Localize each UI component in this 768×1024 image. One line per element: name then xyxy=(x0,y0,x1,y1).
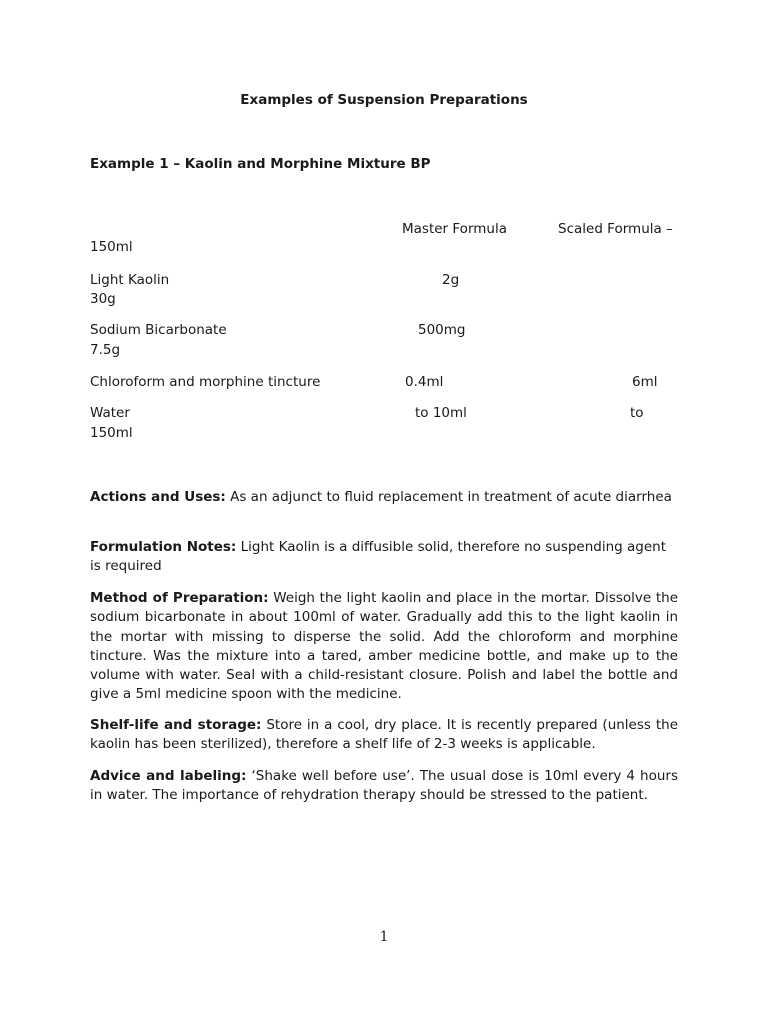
scaled-quantity: 6ml xyxy=(632,374,658,390)
document-title: Examples of Suspension Preparations xyxy=(240,92,528,108)
ingredient-name: Light Kaolin xyxy=(90,272,170,288)
shelf-life-paragraph xyxy=(90,716,678,755)
formulation-notes-label: Formulation Notes: xyxy=(90,539,237,555)
formulation-notes-paragraph xyxy=(90,538,678,577)
advice-and-labeling-label: Advice and labeling: xyxy=(90,768,247,784)
scaled-formula-header: Scaled Formula – xyxy=(558,221,673,237)
master-quantity: 2g xyxy=(442,272,460,288)
actions-and-uses-label: Actions and Uses: xyxy=(90,489,226,505)
method-of-preparation-label: Method of Preparation: xyxy=(90,590,269,606)
page-number: 1 xyxy=(379,929,389,945)
master-quantity: 500mg xyxy=(418,322,466,338)
actions-and-uses-paragraph xyxy=(90,488,678,507)
shelf-life-text: Store in a cool, dry place. It is recently prepared (unless the kaolin has been sterilized), therefore a shelf life of 2-3 weeks is applicable. xyxy=(90,717,678,753)
actions-and-uses-text: As an adjunct to fluid replacement in treatment of acute diarrhea xyxy=(225,489,672,505)
scaled-quantity-prefix: to xyxy=(630,405,644,421)
master-quantity: to 10ml xyxy=(415,405,467,421)
master-quantity: 0.4ml xyxy=(405,374,444,390)
ingredient-name: Chloroform and morphine tincture xyxy=(90,374,321,390)
method-of-preparation-text: Weigh the light kaolin and place in the mortar. Dissolve the sodium bicarbonate in about 100ml of water. Gradually add this to the light kaolin in the mortar with missing to disperse the solid. Add the chloroform and morphine tincture. Was the mixture into a tared, amber medicine bottle, and make up to the volume with water. Seal with a child-resistant closure. Polish and label the bottle and give a 5ml medicine spoon with the medicine. xyxy=(90,590,679,703)
master-formula-header: Master Formula xyxy=(402,221,507,237)
example-heading: Example 1 – Kaolin and Morphine Mixture BP xyxy=(90,156,431,172)
scaled-quantity: 150ml xyxy=(90,425,133,441)
scaled-quantity: 30g xyxy=(90,291,116,307)
formulation-notes-text: Light Kaolin is a diffusible solid, therefore no suspending agent is required xyxy=(90,539,667,575)
advice-and-labeling-text: ‘Shake well before use’. The usual dose is 10ml every 4 hours in water. The importance of rehydration therapy should be stressed to the patient. xyxy=(90,768,679,804)
scaled-formula-header-wrap: 150ml xyxy=(90,239,133,255)
advice-and-labeling-paragraph xyxy=(90,767,678,806)
shelf-life-label: Shelf-life and storage: xyxy=(90,717,262,733)
ingredient-name: Water xyxy=(90,405,130,421)
method-of-preparation-paragraph xyxy=(90,589,678,705)
ingredient-name: Sodium Bicarbonate xyxy=(90,322,227,338)
scaled-quantity: 7.5g xyxy=(90,342,121,358)
